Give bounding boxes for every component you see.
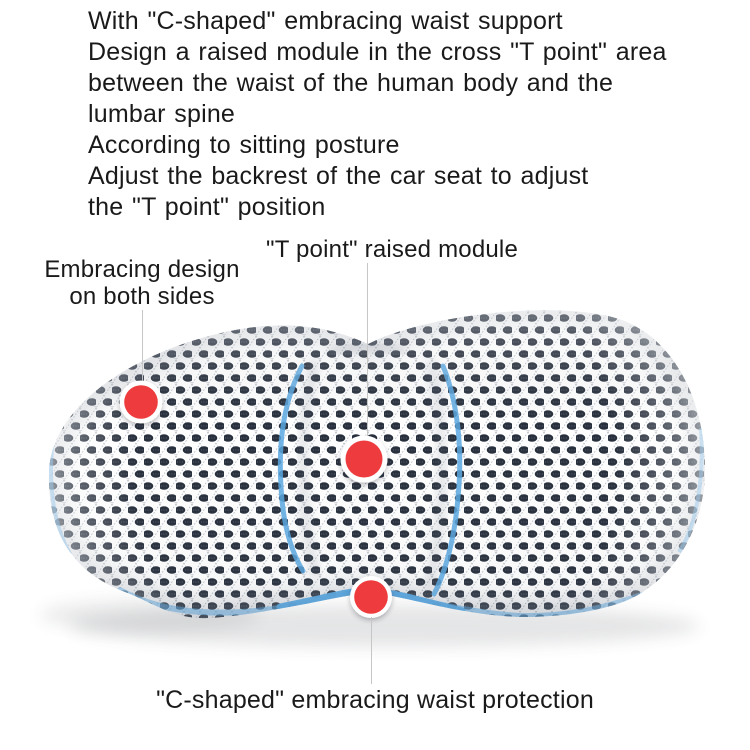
caption-c-shaped: "C-shaped" embracing waist protection (156, 686, 594, 714)
marker-left-side-embrace-point (120, 381, 163, 424)
intro-line: Design a raised module in the cross "T point" area (88, 38, 667, 66)
leader-line-t-point (367, 263, 368, 436)
marker-t-point-raised-module (341, 436, 388, 483)
leader-line-embracing (142, 310, 143, 381)
intro-line: With "C-shaped" embracing waist support (88, 7, 563, 35)
callout-label-embracing-line2: on both sides (69, 283, 215, 310)
leader-line-c-shaped (371, 617, 372, 684)
callout-label-t-point: "T point" raised module (266, 236, 518, 263)
intro-line: lumbar spine (88, 100, 236, 128)
intro-line: Adjust the backrest of the car seat to adjust (88, 162, 589, 190)
intro-line: the "T point" position (88, 193, 326, 221)
intro-line: According to sitting posture (88, 131, 400, 159)
intro-text (88, 6, 708, 223)
intro-line: between the waist of the human body and the (88, 69, 614, 97)
callout-label-embracing-line1: Embracing design (44, 256, 240, 283)
marker-c-shaped-bottom-point (350, 576, 392, 618)
callout-label-embracing-design (22, 256, 262, 310)
